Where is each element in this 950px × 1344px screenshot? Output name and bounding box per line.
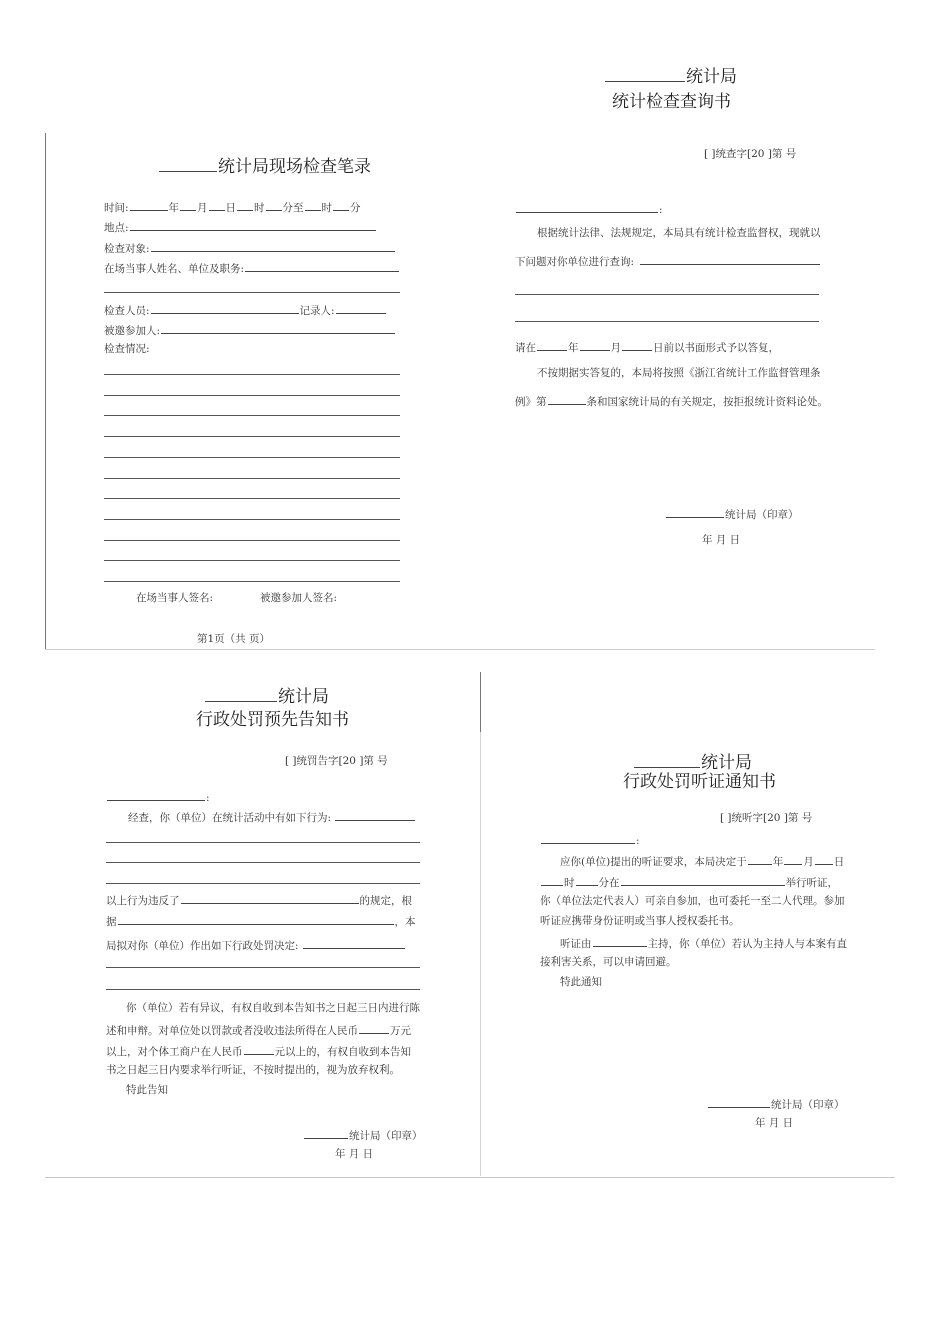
hearing-closing: 特此通知 (560, 976, 602, 988)
notice-para-2a: 以上行为违反了 的规定，根 (106, 892, 412, 908)
notice-subtitle: 行政处罚预先告知书 (196, 710, 349, 730)
record-page-number: 第1页（共 页） (197, 633, 271, 645)
inquiry-para-3b: 例》第 条和国家统计局的有关规定，按拒报统计资料论处。 (515, 393, 828, 409)
record-invited-row: 被邀参加人: (104, 322, 396, 338)
record-party-row: 在场当事人姓名、单位及职务: (104, 260, 400, 276)
column-divider-top (480, 672, 481, 732)
hearing-para-1c: 你（单位法定代表人）可亲自参加，也可委托一至二人代理。参加 (540, 895, 845, 907)
notice-para-2c: 局拟对你（单位）作出如下行政处罚决定: (106, 937, 406, 953)
notice-blank-line (106, 883, 420, 884)
record-inspector-row: 检查人员: 记录人: (104, 302, 387, 318)
record-line (104, 540, 400, 541)
inquiry-seal: 统计局（印章） (665, 506, 799, 522)
top-section-divider (45, 649, 875, 650)
hearing-subtitle: 行政处罚听证通知书 (623, 772, 776, 792)
record-object-row: 检查对象: (104, 240, 396, 256)
notice-closing: 特此告知 (126, 1084, 168, 1096)
record-line (104, 560, 400, 561)
inquiry-addressee: : (515, 201, 663, 217)
record-title: 统计局现场检查笔录 (158, 156, 371, 177)
record-line (104, 436, 400, 437)
record-line (104, 498, 400, 499)
hearing-para-1a: 应你(单位)提出的听证要求，本局决定于 年 月 日 (560, 853, 844, 869)
record-line (104, 415, 400, 416)
inquiry-subtitle: 统计检查查询书 (612, 92, 731, 112)
inquiry-blank-line (515, 294, 819, 295)
record-line (104, 374, 400, 375)
hearing-addressee: : (540, 832, 640, 848)
notice-date: 年 月 日 (335, 1148, 374, 1160)
inquiry-blank-line (515, 321, 819, 322)
notice-seal: 统计局（印章） (303, 1127, 423, 1143)
notice-title: 统计局 (204, 686, 329, 707)
inquiry-title: 统计局 (604, 66, 737, 87)
hearing-para-1b: 时 分在 举行听证， (540, 874, 838, 890)
record-situation-label: 检查情况: (104, 343, 150, 355)
record-sign-party: 在场当事人签名: (136, 592, 214, 604)
hearing-doc-number: [ ]统听字[20 ]第 号 (720, 812, 813, 824)
record-line (104, 581, 400, 582)
record-line (104, 395, 400, 396)
inquiry-doc-number: [ ]统查字[20 ]第 号 (704, 148, 797, 160)
record-time-row: 时间: 年 月 日 时 分至 时 分 (104, 199, 361, 215)
inquiry-para-3a: 不按期据实答复的，本局将按照《浙江省统计工作监督管理条 (537, 367, 821, 379)
notice-blank-line (106, 842, 420, 843)
record-blank-line (104, 292, 400, 293)
hearing-para-2b: 接利害关系，可以申请回避。 (540, 956, 677, 968)
column-divider (480, 732, 481, 1176)
notice-para-3b: 述和申辩。对单位处以罚款或者没收违法所得在人民币 万元 (106, 1022, 411, 1038)
notice-blank-line (106, 967, 420, 968)
inquiry-para-2: 请在 年 月 日前以书面形式予以答复， (515, 339, 779, 355)
notice-blank-line (106, 989, 420, 990)
hearing-para-2a: 听证由 主持，你（单位）若认为主持人与本案有直 (560, 935, 847, 951)
record-place-row: 地点: (104, 219, 377, 235)
frame-border-left (45, 133, 46, 649)
hearing-title: 统计局 (633, 752, 752, 773)
notice-doc-number: [ ]统罚告字[20 ]第 号 (285, 755, 388, 767)
record-sign-invited: 被邀参加人签名: (260, 592, 338, 604)
notice-addressee: : (106, 789, 210, 805)
notice-para-3a: 你（单位）若有异议，有权自收到本告知书之日起三日内进行陈 (126, 1002, 420, 1014)
notice-blank-line (106, 862, 420, 863)
notice-para-3c: 以上，对个体工商户在人民币 元以上的，有权自收到本告知 (106, 1043, 411, 1059)
hearing-date: 年 月 日 (755, 1117, 794, 1129)
record-line (104, 478, 400, 479)
bottom-section-divider (45, 1177, 895, 1178)
record-line (104, 457, 400, 458)
record-line (104, 519, 400, 520)
inquiry-para-1a: 根据统计法律、法规规定，本局具有统计检查监督权，现就以 (537, 227, 821, 239)
notice-para-3d: 书之日起三日内要求举行听证，不按时提出的，视为放弃权利。 (106, 1064, 400, 1076)
notice-para-2b: 据 ，本 (106, 913, 416, 929)
inquiry-date: 年 月 日 (702, 534, 741, 546)
hearing-seal: 统计局（印章） (707, 1096, 845, 1112)
inquiry-para-1b: 下问题对你单位进行查询: (515, 253, 821, 269)
hearing-para-1d: 听证应携带身份证明或当事人授权委托书。 (540, 915, 740, 927)
notice-para-1: 经查，你（单位）在统计活动中有如下行为: (128, 809, 416, 825)
